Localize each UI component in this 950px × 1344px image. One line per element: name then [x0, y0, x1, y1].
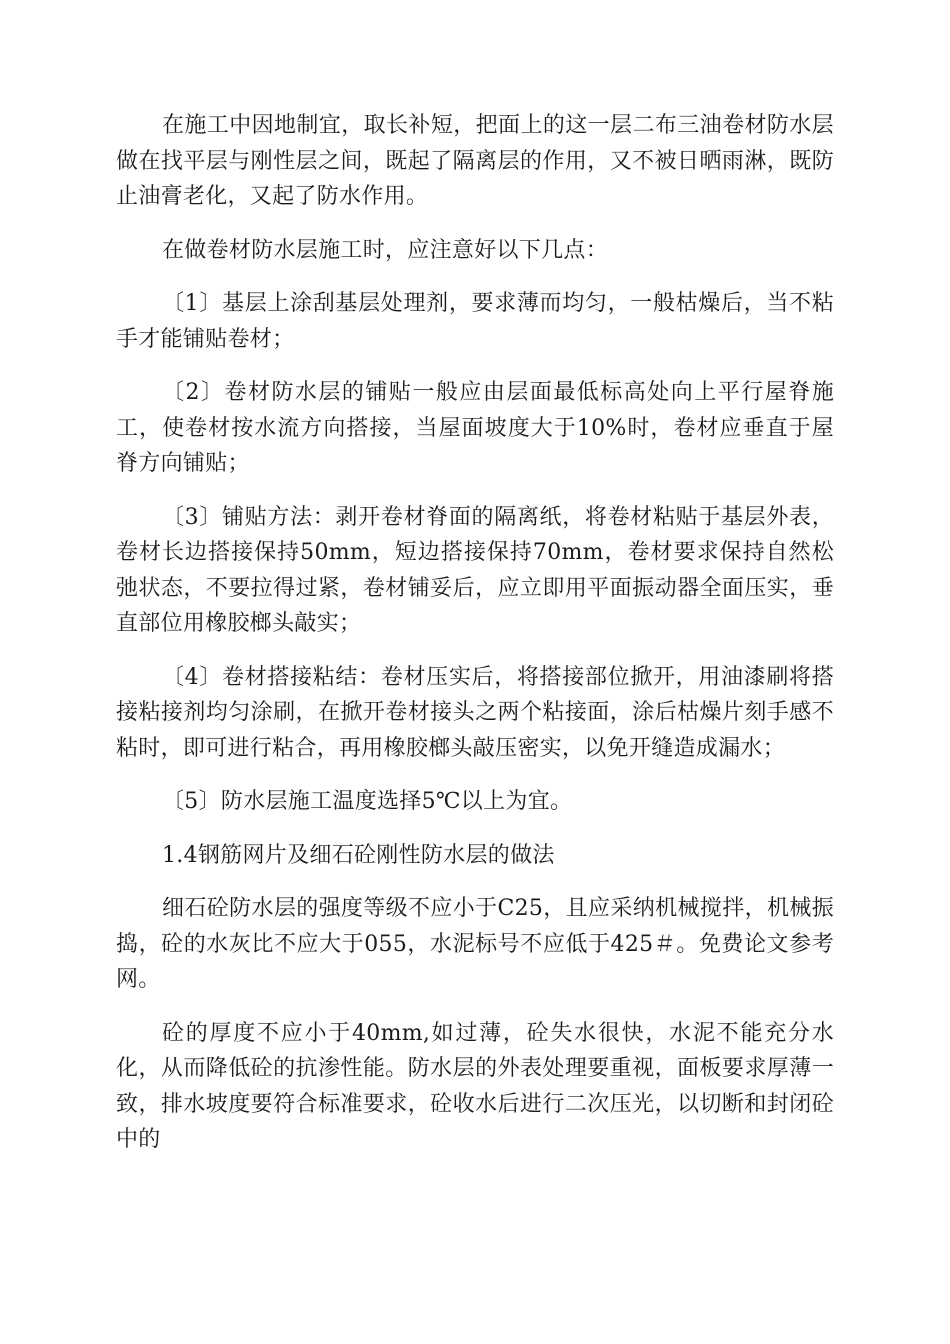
paragraph-7: 〔5〕防水层施工温度选择5℃以上为宜。 [162, 789, 573, 814]
section-heading-1-4: 1.4钢筋网片及细石砼刚性防水层的做法 [162, 842, 555, 868]
document-body [116, 108, 834, 1176]
paragraph-9: 砼的厚度不应小于40mm,如过薄，砼失水很快，水泥不能充分水化，从而降低砼的抗渗性能。防水层的外表处理要重视，面板要求厚薄一致，排水坡度要符合标准要求，砼收水后进行二次压光，以切断和封闭砼中的 [116, 1020, 834, 1152]
paragraph-5: 〔3〕铺贴方法：剥开卷材脊面的隔离纸，将卷材粘贴于基层外表，卷材长边搭接保持50mm，短边搭接保持70mm，卷材要求保持自然松弛状态，不要拉得过紧，卷材铺妥后，应立即用平面振动器全面压实，垂直部位用橡胶榔头敲实； [116, 504, 834, 636]
paragraph-1: 在施工中因地制宜，取长补短，把面上的这一层二布三油卷材防水层做在找平层与刚性层之间，既起了隔离层的作用，又不被日晒雨淋，既防止油膏老化，又起了防水作用。 [116, 113, 834, 209]
paragraph-3: 〔1〕基层上涂刮基层处理剂，要求薄而均匀，一般枯燥后，当不粘手才能铺贴卷材； [116, 291, 834, 352]
paragraph-2: 在做卷材防水层施工时，应注意好以下几点： [162, 237, 609, 263]
paragraph-4: 〔2〕卷材防水层的铺贴一般应由层面最低标高处向上平行屋脊施工，使卷材按水流方向搭接，当屋面坡度大于10%时，卷材应垂直于屋脊方向铺贴； [116, 380, 834, 476]
paragraph-6: 〔4〕卷材搭接粘结：卷材压实后，将搭接部位掀开，用油漆刷将搭接粘接剂均匀涂刷，在掀开卷材接头之两个粘接面，涂后枯燥片刻手感不粘时，即可进行粘合，再用橡胶榔头敲压密实，以免开缝造成漏水； [116, 664, 834, 761]
paragraph-8: 细石砼防水层的强度等级不应小于C25，且应采纳机械搅拌，机械振捣，砼的水灰比不应大于055，水泥标号不应低于425＃。免费论文参考网。 [116, 896, 834, 992]
